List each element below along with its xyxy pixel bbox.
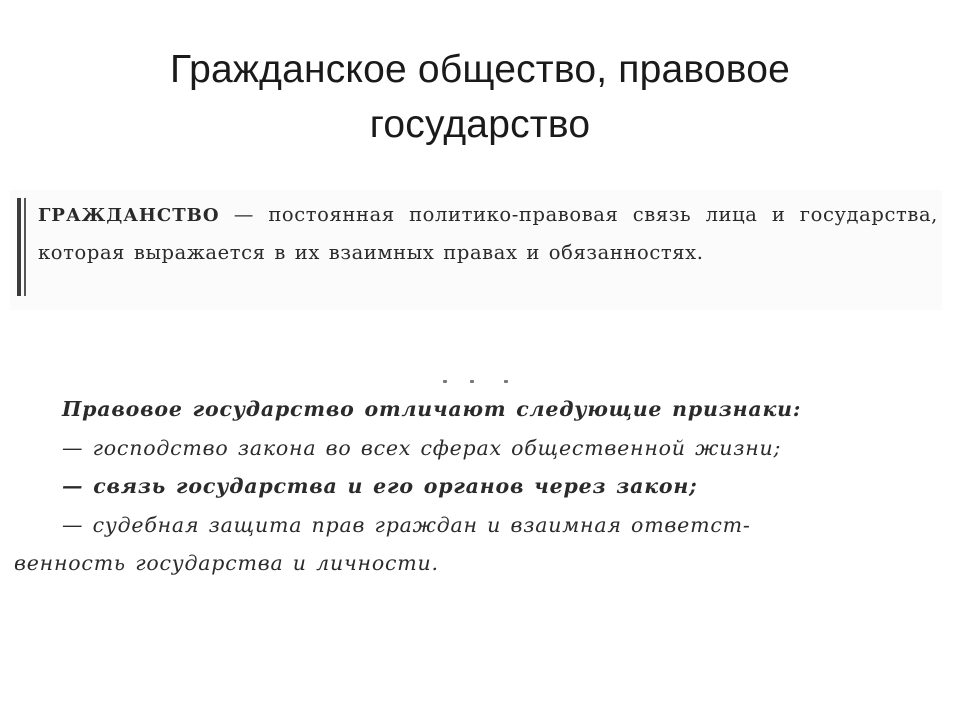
scan-speck [443,380,447,383]
features-heading: Правовое государство отличают следующие признаки: [62,397,802,421]
scan-speck [470,380,474,383]
definition-text: — постоянная политико-правовая связь лица и государства, которая выражается в их взаимных правах и обязанностях. [38,203,938,264]
rule-of-law-features-scan [10,390,945,590]
slide-title-line-1: Гражданское общество, правовое [169,48,791,91]
rule-of-law-features [10,390,945,583]
feature-item-2: — связь государства и его органов через закон; [62,474,698,498]
slide-title [0,42,960,152]
citizenship-definition [38,196,938,271]
definition-term: ГРАЖДАНСТВО [38,205,220,226]
margin-double-rule [17,198,26,296]
scan-speck [504,380,508,383]
citizenship-definition-scan [10,190,942,310]
feature-item-3: — судебная защита прав граждан и взаимная ответст- [62,512,751,537]
feature-item-1: — господство закона во всех сферах общественной жизни; [62,435,782,460]
feature-item-3-continuation: венность государства и личности. [14,551,439,575]
slide-title-line-2: государство [369,103,591,146]
